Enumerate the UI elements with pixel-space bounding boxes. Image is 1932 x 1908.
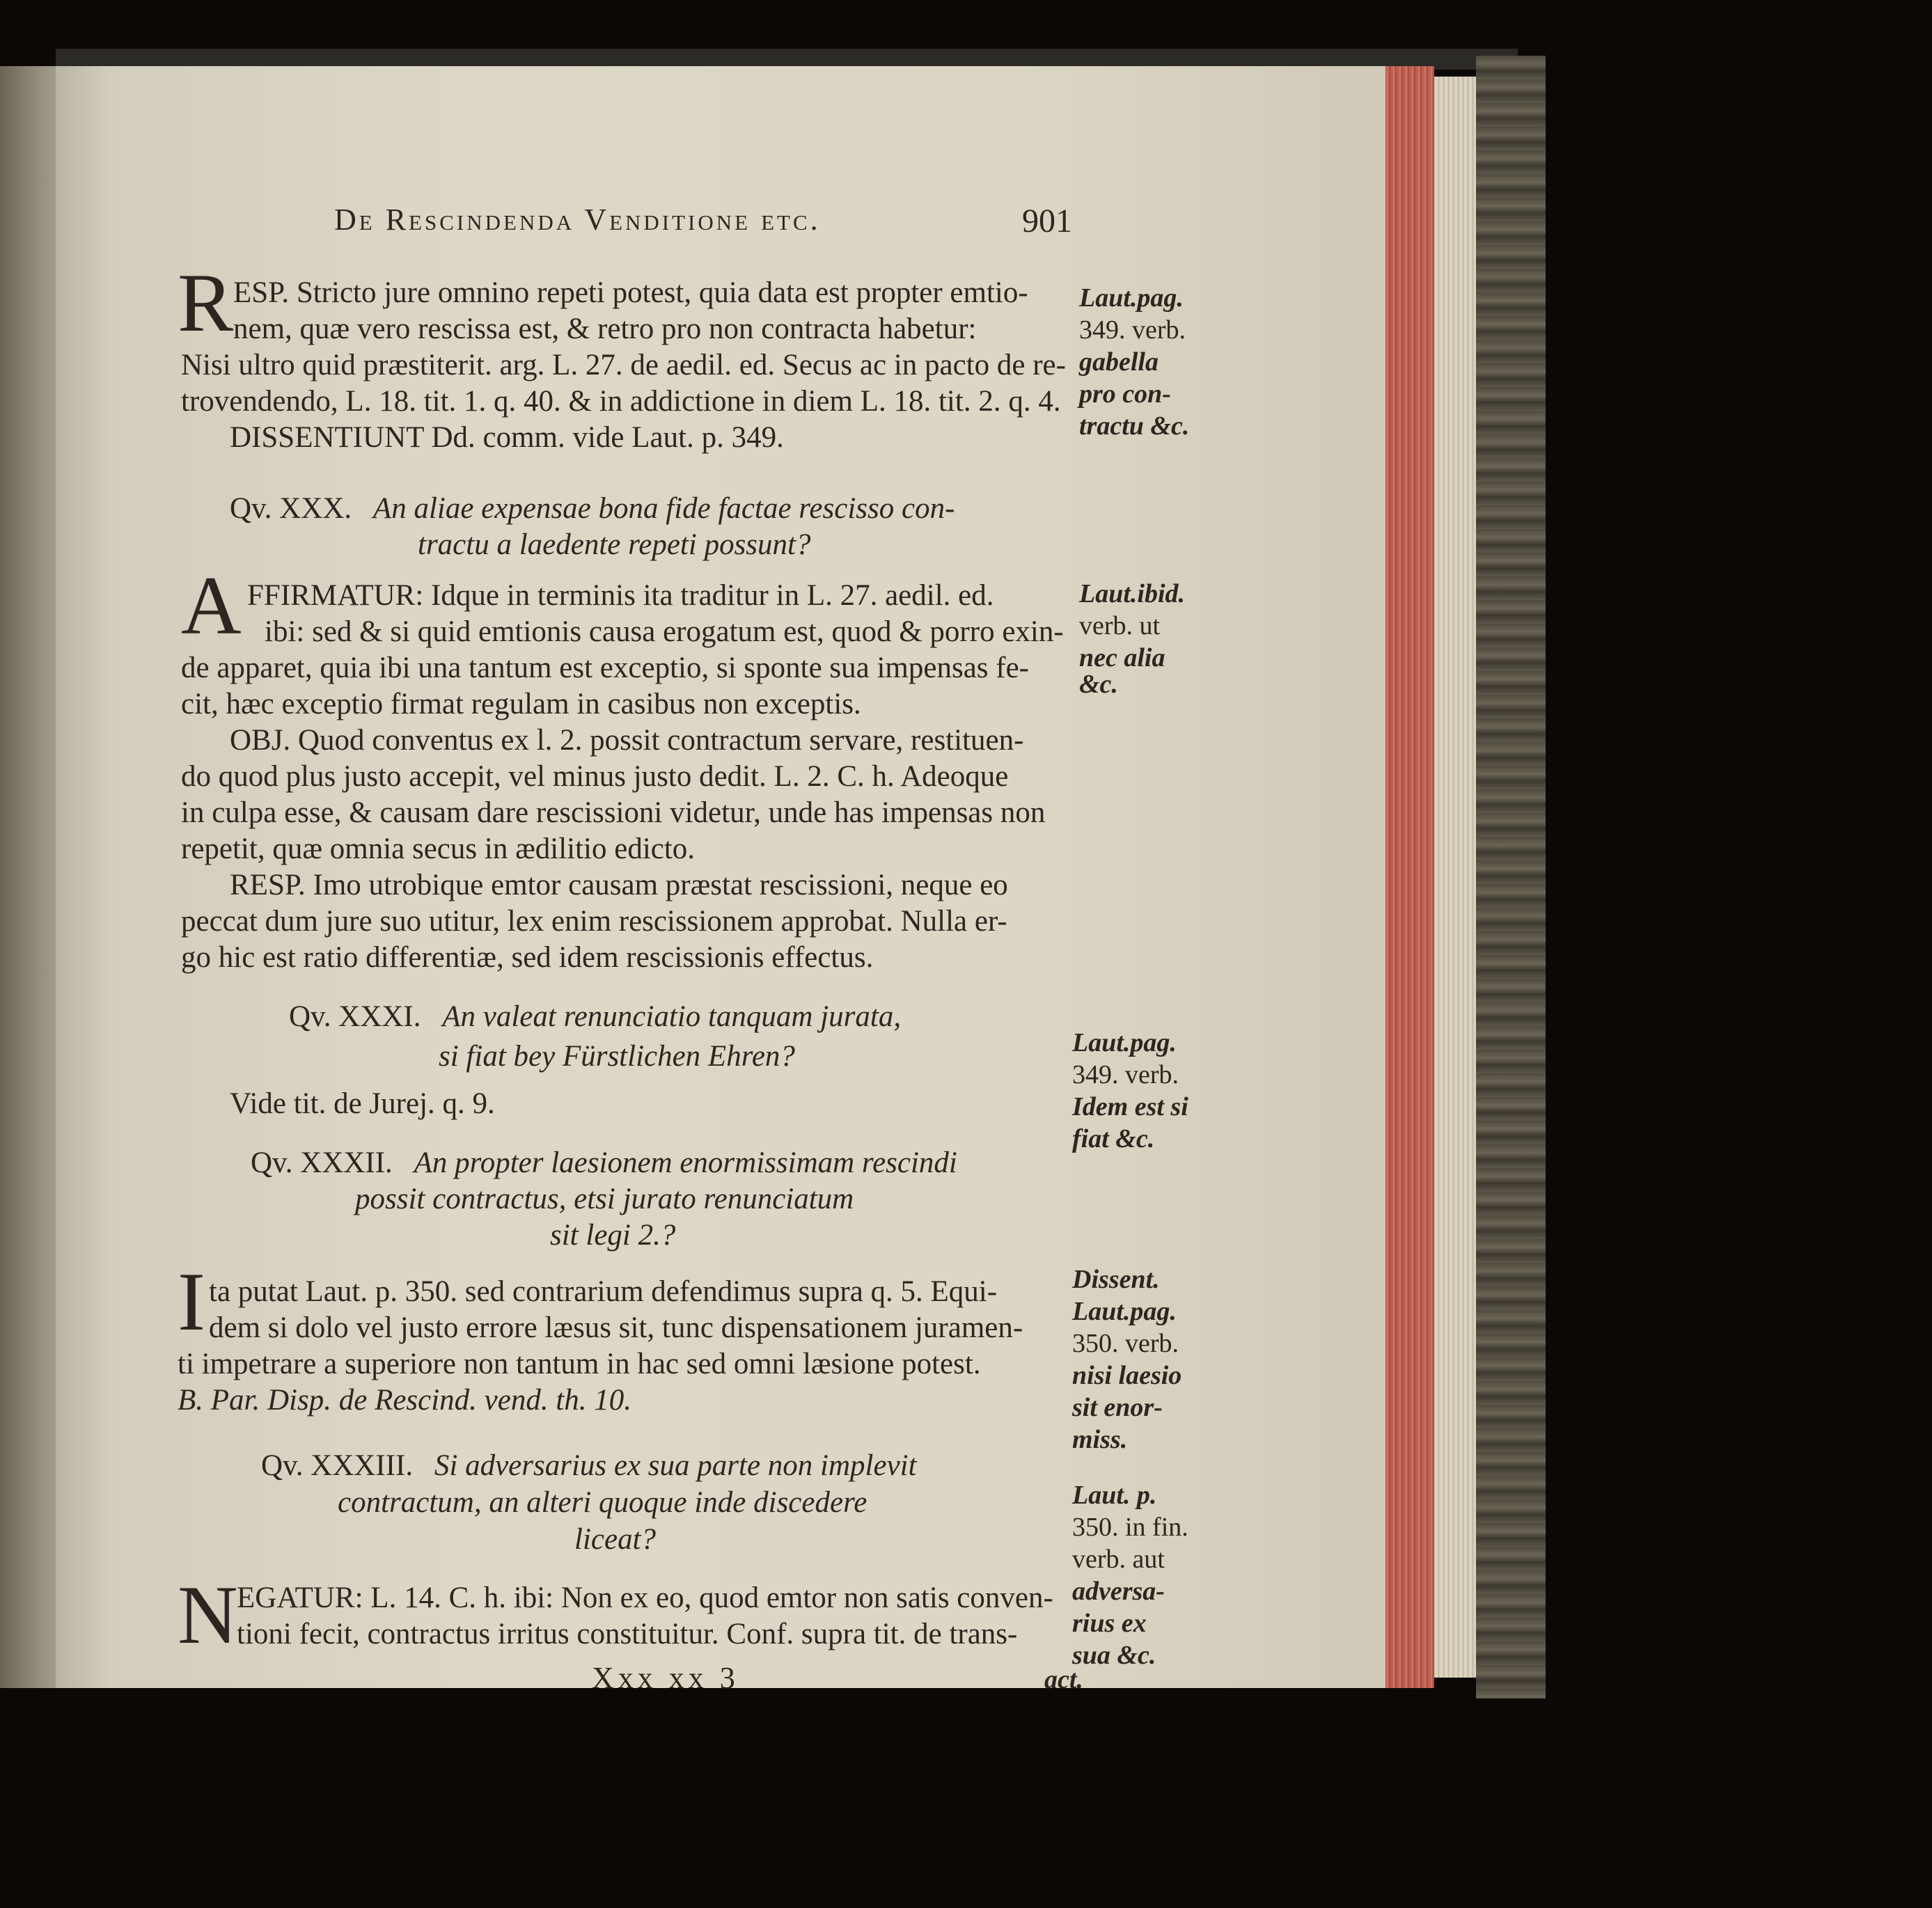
left-page-edge	[0, 66, 56, 1688]
question-label: Qv. XXXII.	[251, 1146, 393, 1179]
question-text: An propter laesionem enormissimam rescindi	[414, 1146, 957, 1179]
body-line: Nisi ultro quid præstiterit. arg. L. 27. de aedil. ed. Secus ac in pacto de re-	[181, 349, 1066, 381]
dropcap-n: N	[178, 1568, 238, 1661]
question-label: Qv. XXXIII.	[261, 1449, 414, 1482]
margin-note: Laut. p.	[1072, 1481, 1157, 1510]
question-text-cont: contractum, an alteri quoque inde discedere	[338, 1486, 867, 1519]
question-heading	[230, 491, 955, 527]
question-text-cont: liceat?	[574, 1523, 657, 1556]
question-text-cont: si fiat bey Fürstlichen Ehren?	[439, 1040, 795, 1073]
margin-note: miss.	[1072, 1425, 1128, 1454]
dropcap-i: I	[178, 1255, 205, 1348]
margin-note: gabella	[1079, 347, 1159, 377]
margin-note: Laut.pag.	[1072, 1297, 1177, 1326]
body-line: DISSENTIUNT Dd. comm. vide Laut. p. 349.	[230, 421, 784, 454]
margin-note: Laut.pag.	[1079, 283, 1184, 313]
body-line: de apparet, quia ibi una tantum est exceptio, si sponte sua impensas fe-	[181, 652, 1029, 684]
dropcap-r: R	[178, 256, 234, 349]
body-line: ta putat Laut. p. 350. sed contrarium defendimus supra q. 5. Equi-	[209, 1275, 998, 1308]
body-line: ti impetrare a superiore non tantum in hac sed omni læsione potest.	[178, 1348, 981, 1380]
margin-note: pro con-	[1079, 379, 1171, 409]
question-text-cont: sit legi 2.?	[550, 1219, 676, 1252]
body-line: FFIRMATUR: Idque in terminis ita traditur in L. 27. aedil. ed.	[247, 579, 994, 612]
dropcap-a: A	[181, 559, 242, 652]
margin-note: sit enor-	[1072, 1393, 1163, 1422]
question-text: An aliae expensae bona fide factae rescisso con-	[372, 492, 955, 525]
margin-note: Laut.pag.	[1072, 1028, 1177, 1057]
margin-note: Idem est si	[1072, 1092, 1188, 1121]
question-text-cont: possit contractus, etsi jurato renunciatum	[355, 1183, 854, 1215]
margin-note: verb. ut	[1079, 611, 1161, 640]
body-line: in culpa esse, & causam dare rescissioni videtur, unde has impensas non	[181, 796, 1046, 829]
question-heading	[289, 999, 901, 1035]
margin-note: nec alia	[1079, 643, 1165, 672]
question-text: An valeat renunciatio tanquam jurata,	[442, 1000, 902, 1033]
margin-note: &c.	[1079, 670, 1118, 699]
margin-note: sua &c.	[1072, 1641, 1156, 1670]
margin-note: 350. verb.	[1072, 1329, 1179, 1358]
margin-note: adversa-	[1072, 1577, 1165, 1606]
body-line: repetit, quæ omnia secus in ædilitio edicto.	[181, 833, 696, 865]
body-line: peccat dum jure suo utitur, lex enim rescissionem approbat. Nulla er-	[181, 905, 1007, 938]
red-page-edges	[1385, 66, 1434, 1688]
body-line: ESP. Stricto jure omnino repeti potest, quia data est propter emtio-	[233, 276, 1028, 309]
margin-note: Dissent.	[1072, 1265, 1160, 1294]
body-line: do quod plus justo accepit, vel minus justo dedit. L. 2. C. h. Adeoque	[181, 760, 1009, 793]
margin-note: act.	[1044, 1665, 1083, 1694]
margin-note: tractu &c.	[1079, 411, 1190, 441]
question-heading	[261, 1448, 917, 1484]
body-line: dem si dolo vel justo errore læsus sit, tunc dispensationem juramen-	[209, 1311, 1023, 1344]
margin-note: Laut.ibid.	[1079, 579, 1186, 608]
body-line: go hic est ratio differentiæ, sed idem rescissionis effectus.	[181, 941, 874, 974]
vide-reference: Vide tit. de Jurej. q. 9.	[230, 1087, 495, 1120]
margin-note: 350. in fin.	[1072, 1513, 1188, 1542]
body-line: EGATUR: L. 14. C. h. ibi: Non ex eo, quod emtor non satis conven-	[237, 1582, 1053, 1614]
margin-note: rius ex	[1072, 1609, 1147, 1638]
margin-note: 349. verb.	[1079, 315, 1186, 345]
margin-note: nisi laesio	[1072, 1361, 1182, 1390]
signature-mark: Xxx xx 3	[592, 1661, 739, 1695]
question-label: Qv. XXXI.	[289, 1000, 421, 1033]
body-line: ibi: sed & si quid emtionis causa erogatum est, quod & porro exin-	[265, 615, 1064, 648]
body-line: B. Par. Disp. de Rescind. vend. th. 10.	[178, 1384, 632, 1417]
book-cover	[1476, 56, 1546, 1698]
page-number: 901	[1022, 203, 1072, 239]
margin-note: fiat &c.	[1072, 1124, 1155, 1153]
body-line: trovendendo, L. 18. tit. 1. q. 40. & in addictione in diem L. 18. tit. 2. q. 4.	[181, 385, 1061, 418]
question-text-cont: tractu a laedente repeti possunt?	[418, 528, 811, 561]
margin-note: verb. aut	[1072, 1545, 1165, 1574]
body-line: RESP. Imo utrobique emtor causam præstat rescissioni, neque eo	[230, 869, 1008, 901]
margin-note: 349. verb.	[1072, 1060, 1179, 1089]
question-text: Si adversarius ex sua parte non implevit	[434, 1449, 917, 1482]
body-line: cit, hæc exceptio firmat regulam in casibus non exceptis.	[181, 688, 861, 720]
running-head	[334, 202, 1072, 251]
body-line: tioni fecit, contractus irritus constituitur. Conf. supra tit. de trans-	[237, 1618, 1018, 1650]
page-fore-edge	[1434, 77, 1476, 1678]
running-title: De Rescindenda Venditione etc.	[334, 203, 821, 237]
body-line: OBJ. Quod conventus ex l. 2. possit contractum servare, restituen-	[230, 724, 1024, 757]
body-line: nem, quæ vero rescissa est, & retro pro non contracta habetur:	[233, 313, 977, 345]
question-heading	[251, 1145, 957, 1181]
question-label: Qv. XXX.	[230, 492, 352, 525]
